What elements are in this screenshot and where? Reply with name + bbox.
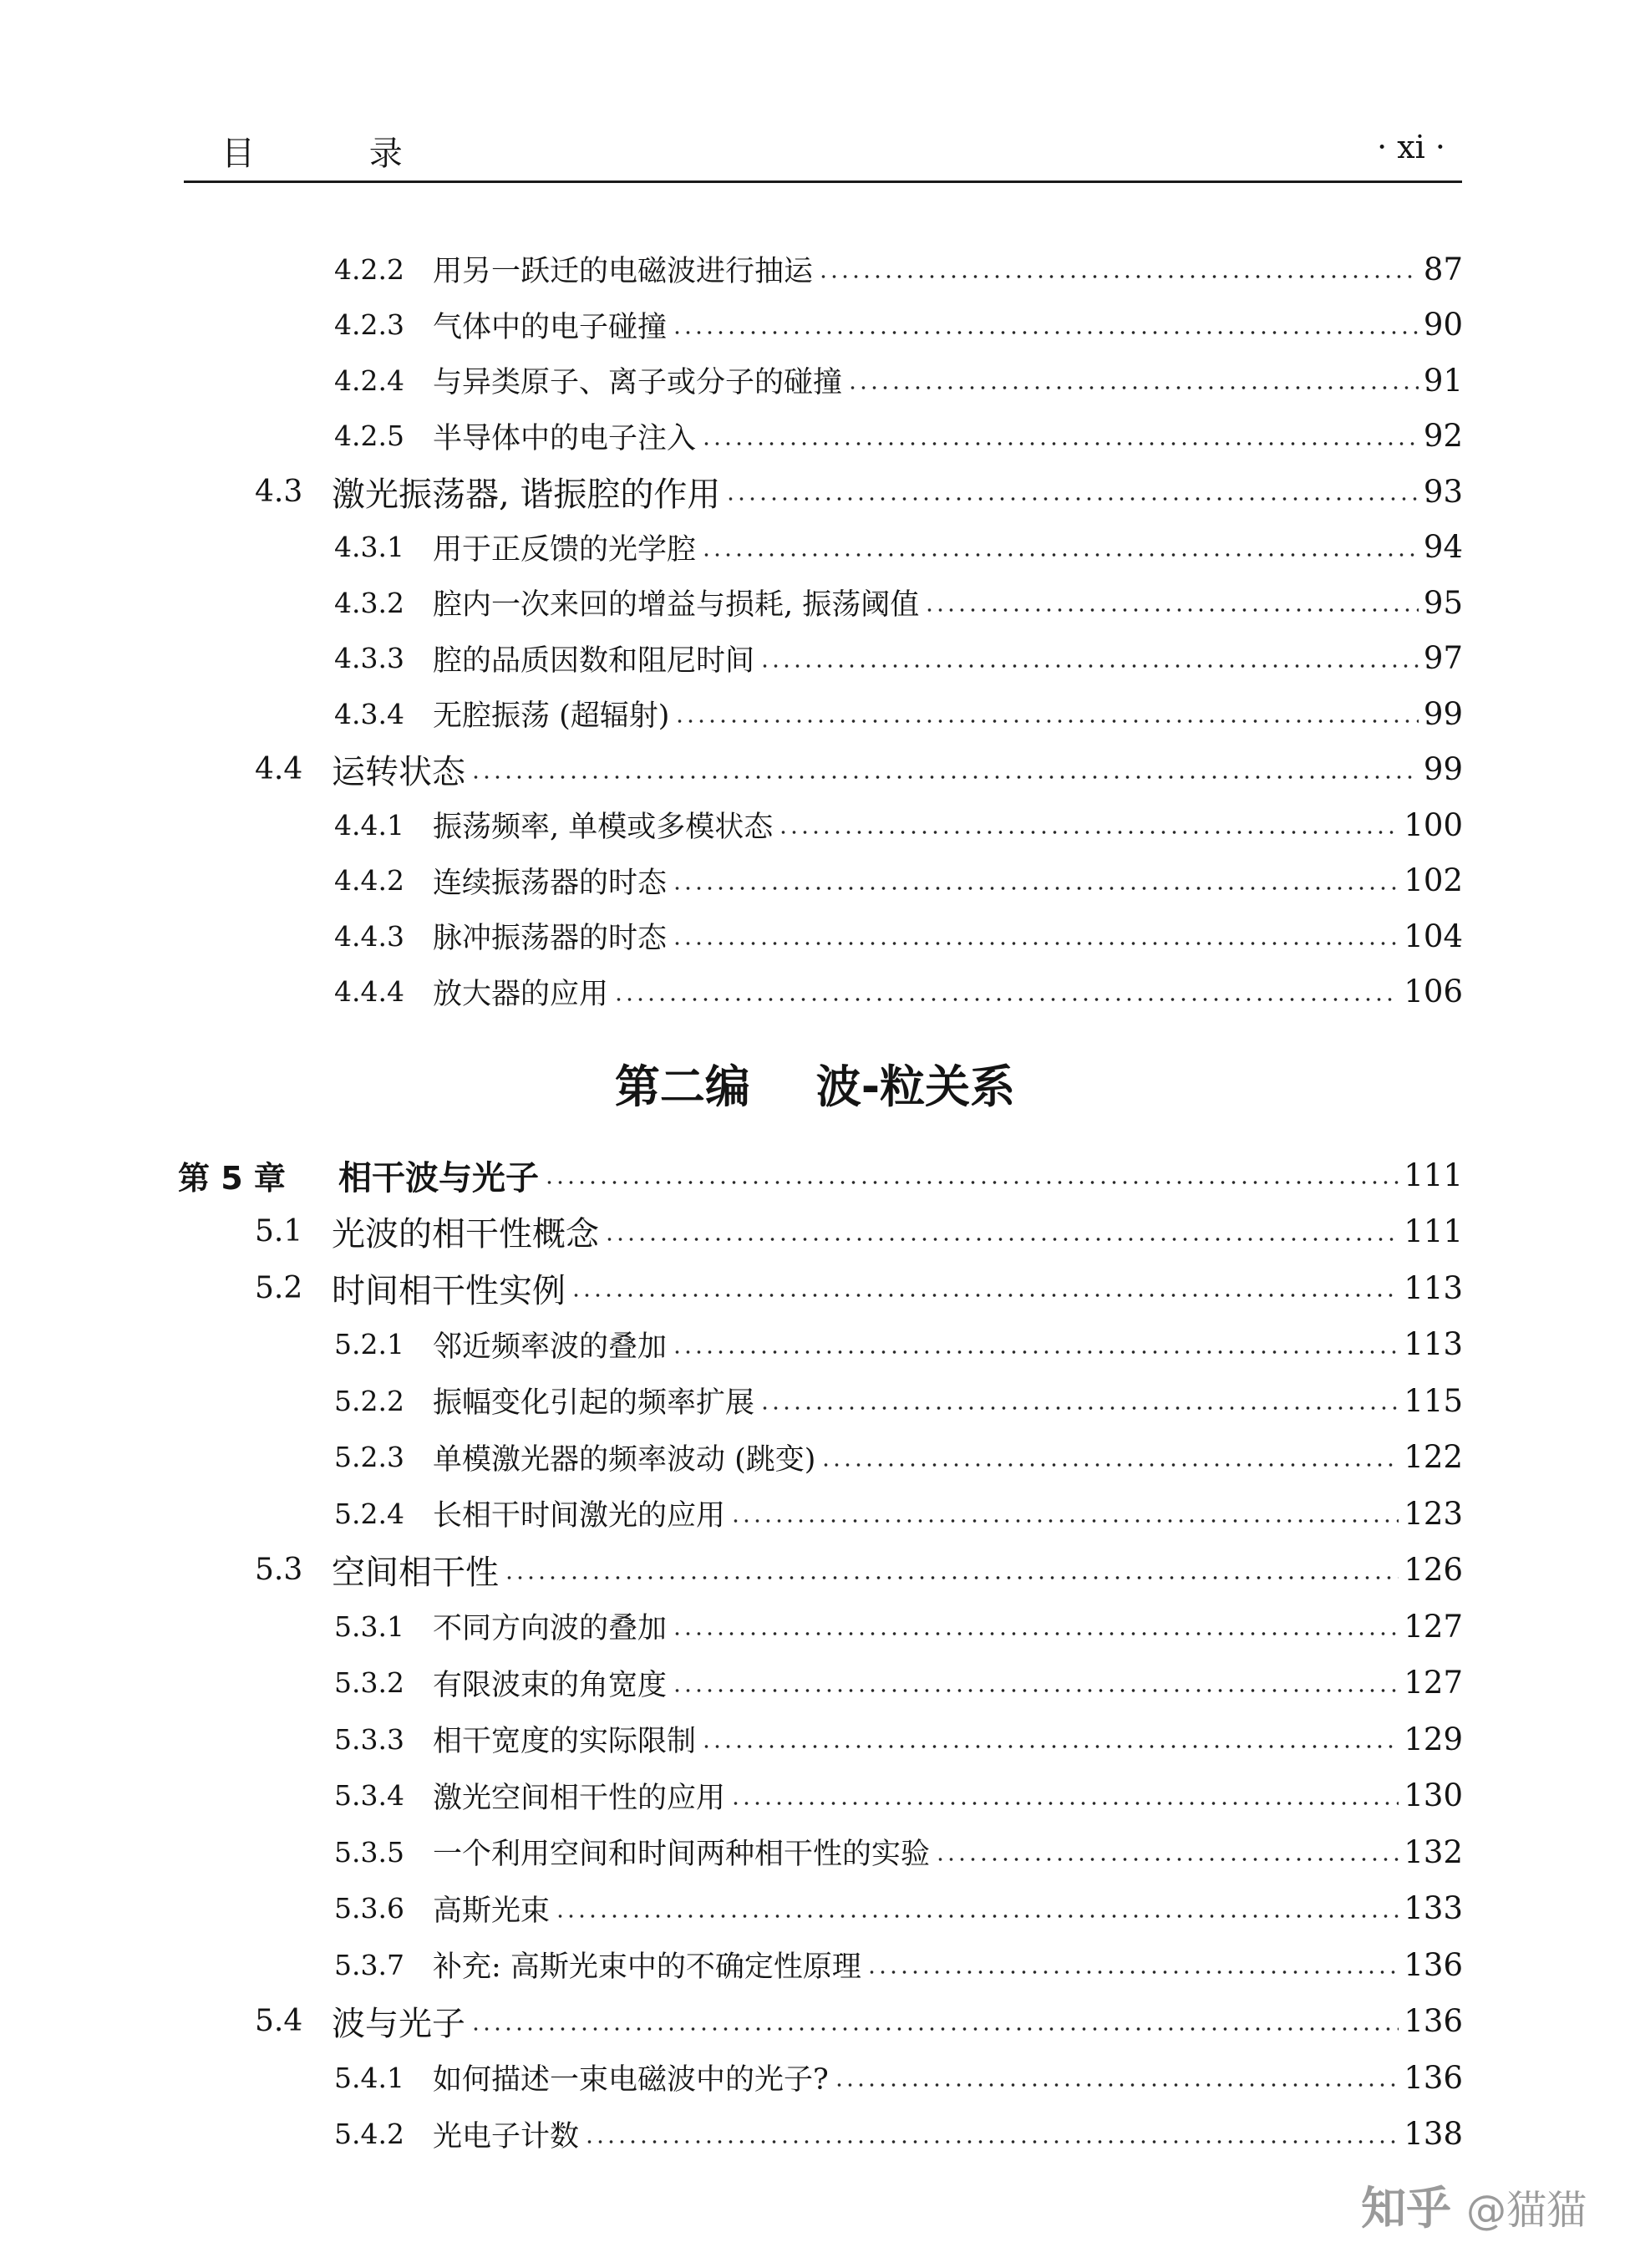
toc-entry-number: 5.3.2 <box>334 1666 404 1699</box>
toc-entry-number: 5.2.2 <box>334 1384 404 1417</box>
toc-entry-number: 4.3.2 <box>334 586 404 619</box>
toc-entry-number: 5.1 <box>255 1214 303 1248</box>
dot-leader <box>730 1802 1399 1805</box>
toc-entry-title: 用于正反馈的光学腔 <box>433 532 697 567</box>
toc-entry <box>334 1714 1463 1764</box>
toc-entry <box>255 1996 1463 2047</box>
header-page-number: · xi · <box>1377 129 1445 165</box>
toc-entry-number: 4.3.1 <box>334 531 404 563</box>
toc-entry <box>255 1545 1463 1595</box>
toc-entry-number: 4.4.2 <box>334 864 404 897</box>
toc-entry-number: 5.2 <box>255 1270 303 1305</box>
toc-entry-title: 长相干时间激光的应用 <box>433 1499 726 1533</box>
toc-entry-number: 5.3.5 <box>334 1835 404 1869</box>
dot-leader <box>504 1576 1399 1579</box>
toc-entry-number: 5.2.1 <box>334 1328 404 1360</box>
dot-leader <box>470 2027 1399 2031</box>
toc-entry-title: 气体中的电子碰撞 <box>433 310 668 344</box>
toc-entry <box>334 1432 1463 1482</box>
toc-entry-number: 4.4 <box>255 752 303 786</box>
toc-entry-page: 126 <box>1404 1552 1463 1588</box>
toc-entry-number: 4.2.2 <box>334 252 404 286</box>
toc-entry <box>334 355 1463 405</box>
toc-entry-title: 光波的相干性概念 <box>332 1215 599 1254</box>
toc-entry-page: 90 <box>1423 307 1463 343</box>
toc-entry-page: 113 <box>1404 1326 1463 1362</box>
toc-entry-title: 如何描述一束电磁波中的光子? <box>433 2063 829 2097</box>
toc-entry-page: 122 <box>1404 1439 1463 1475</box>
dot-leader <box>544 1181 1399 1184</box>
toc-entry <box>334 633 1463 684</box>
toc-entry-title: 振幅变化引起的频率扩展 <box>433 1386 755 1420</box>
dot-leader <box>759 664 1419 668</box>
dot-leader <box>818 275 1419 278</box>
toc-entry-title: 邻近频率波的叠加 <box>433 1330 668 1364</box>
dot-leader <box>847 386 1419 389</box>
toc-entry-number: 4.3 <box>255 474 303 509</box>
toc-entry <box>334 1771 1463 1821</box>
toc-entry-page: 92 <box>1423 418 1463 454</box>
toc-entry <box>334 1488 1463 1538</box>
toc-entry-title: 半导体中的电子注入 <box>433 421 697 455</box>
toc-entry-number: 5.3.4 <box>334 1779 404 1812</box>
toc-entry-page: 132 <box>1404 1833 1463 1870</box>
toc-entry-page: 94 <box>1423 529 1463 565</box>
toc-entry <box>255 1207 1463 1257</box>
toc-entry-number: 5.2.3 <box>334 1441 404 1473</box>
toc-entry-title: 无腔振荡 (超辐射) <box>433 699 670 733</box>
toc-entry-page: 136 <box>1404 1946 1463 1983</box>
toc-entry-title: 与异类原子、离子或分子的碰撞 <box>433 366 843 399</box>
header-rule <box>184 181 1462 183</box>
toc-entry <box>255 1263 1463 1313</box>
dot-leader <box>725 497 1418 501</box>
dot-leader <box>470 775 1419 779</box>
toc-entry <box>255 745 1463 795</box>
toc-entry-page: 87 <box>1423 251 1463 287</box>
toc-entry <box>255 466 1463 516</box>
toc-entry-title: 用另一跃迁的电磁波进行抽运 <box>433 255 814 288</box>
toc-entry-number: 4.2.3 <box>334 308 404 341</box>
toc-entry-title: 有限波束的角宽度 <box>433 1668 668 1702</box>
header-title: 目 录 <box>221 135 454 173</box>
dot-leader <box>924 608 1419 612</box>
toc-entry-number: 4.2.5 <box>334 420 404 452</box>
toc-entry <box>334 522 1463 572</box>
toc-entry <box>334 2109 1463 2159</box>
dot-leader <box>672 887 1399 890</box>
dot-leader <box>613 998 1399 1001</box>
toc-entry-number: 第 5 章 <box>178 1159 286 1197</box>
toc-entry-title: 激光空间相干性的应用 <box>433 1781 726 1815</box>
toc-entry-title: 补充: 高斯光束中的不确定性原理 <box>433 1950 861 1984</box>
toc-entry-number: 5.2.4 <box>334 1497 404 1530</box>
toc-entry-number: 4.2.4 <box>334 364 404 397</box>
toc-entry <box>334 411 1463 461</box>
dot-leader <box>701 1745 1399 1748</box>
dot-leader <box>584 2140 1399 2143</box>
toc-entry-page: 111 <box>1404 1213 1463 1249</box>
toc-entry-title: 光电子计数 <box>433 2119 580 2154</box>
toc-entry-title: 腔内一次来回的增益与损耗, 振荡阈值 <box>433 588 920 622</box>
toc-entry-title: 运转状态 <box>332 753 465 791</box>
toc-entry-page: 102 <box>1404 862 1463 898</box>
zhihu-watermark <box>1361 2173 1587 2237</box>
toc-entry-page: 113 <box>1404 1269 1463 1306</box>
dot-leader <box>730 1519 1399 1523</box>
toc-entry <box>334 1601 1463 1651</box>
page-header <box>184 117 1462 184</box>
toc-entry-page: 99 <box>1423 695 1463 732</box>
dot-leader <box>701 553 1419 557</box>
toc-entry-page: 91 <box>1423 362 1463 399</box>
toc-entry-number: 5.3.3 <box>334 1722 404 1756</box>
toc-entry-page: 115 <box>1404 1382 1463 1419</box>
toc-entry-number: 5.4 <box>255 2004 303 2038</box>
toc-entry <box>334 689 1463 739</box>
toc-entry-number: 4.3.3 <box>334 642 404 674</box>
toc-entry-page: 111 <box>1404 1157 1463 1193</box>
toc-entry-page: 130 <box>1404 1777 1463 1813</box>
toc-entry <box>334 967 1463 1017</box>
toc-entry-title: 空间相干性 <box>332 1554 499 1592</box>
watermark-handle: @猫猫 <box>1465 2187 1587 2234</box>
toc-entry-number: 5.3.6 <box>334 1892 404 1925</box>
toc-entry <box>334 1658 1463 1708</box>
dot-leader <box>834 2083 1399 2087</box>
dot-leader <box>672 1689 1399 1692</box>
toc-entry <box>334 244 1463 294</box>
toc-entry-page: 93 <box>1423 473 1463 510</box>
toc-entry-number: 5.3.7 <box>334 1948 404 1981</box>
toc-entry-page: 95 <box>1423 584 1463 621</box>
part-heading: 第二编 波-粒关系 <box>614 1060 1016 1113</box>
dot-leader <box>820 1463 1399 1467</box>
dot-leader <box>935 1858 1399 1861</box>
toc-entry-title: 放大器的应用 <box>433 977 609 1011</box>
toc-entry-page: 97 <box>1423 640 1463 676</box>
toc-entry <box>334 1320 1463 1370</box>
toc-entry <box>334 2052 1463 2103</box>
toc-entry <box>334 577 1463 628</box>
dot-leader <box>555 1915 1399 1918</box>
toc-entry-page: 129 <box>1404 1721 1463 1757</box>
toc-entry-page: 138 <box>1404 2116 1463 2152</box>
watermark-logo: 知乎 <box>1360 2182 1451 2235</box>
dot-leader <box>674 720 1418 723</box>
toc-entry <box>334 1827 1463 1877</box>
toc-entry-number: 4.4.3 <box>334 919 404 953</box>
dot-leader <box>604 1238 1399 1241</box>
toc-entry <box>334 1940 1463 1990</box>
toc-entry-title: 连续振荡器的时态 <box>433 866 668 900</box>
dot-leader <box>672 331 1419 334</box>
dot-leader <box>571 1294 1399 1297</box>
toc-entry-title: 单模激光器的频率波动 (跳变) <box>433 1442 816 1477</box>
toc-entry-title: 脉冲振荡器的时态 <box>433 922 668 955</box>
toc-entry <box>334 1884 1463 1934</box>
toc-entry-title: 相干波与光子 <box>338 1158 539 1198</box>
dot-leader <box>701 442 1419 445</box>
toc-entry <box>334 800 1463 850</box>
dot-leader <box>759 1406 1399 1410</box>
dot-leader <box>778 831 1399 834</box>
toc-entry-title: 时间相干性实例 <box>332 1271 566 1310</box>
toc-entry <box>334 911 1463 961</box>
toc-entry-title: 一个利用空间和时间两种相干性的实验 <box>433 1838 931 1871</box>
toc-entry-title: 高斯光束 <box>433 1894 551 1928</box>
toc-entry-title: 不同方向波的叠加 <box>433 1612 668 1645</box>
toc-entry-page: 127 <box>1404 1665 1463 1701</box>
toc-entry-page: 100 <box>1404 806 1463 843</box>
toc-entry-number: 5.3 <box>255 1553 303 1587</box>
dot-leader <box>672 1632 1399 1635</box>
toc-entry-page: 136 <box>1404 2059 1463 2096</box>
dot-leader <box>672 942 1399 945</box>
toc-entry-title: 振荡频率, 单模或多模状态 <box>433 811 774 844</box>
toc-entry-number: 4.3.4 <box>334 697 404 730</box>
toc-entry-number: 5.4.2 <box>334 2118 404 2150</box>
toc-entry-number: 4.4.4 <box>334 975 404 1008</box>
toc-entry-title: 波与光子 <box>332 2005 465 2043</box>
toc-entry-page: 104 <box>1404 918 1463 954</box>
toc-entry-title: 激光振荡器, 谐振腔的作用 <box>332 475 721 514</box>
toc-entry <box>334 300 1463 350</box>
toc-entry-page: 106 <box>1404 974 1463 1009</box>
toc-entry-page: 127 <box>1404 1608 1463 1645</box>
toc-entry-title: 腔的品质因数和阻尼时间 <box>433 643 755 678</box>
dot-leader <box>866 1971 1399 1974</box>
toc-entry <box>334 1376 1463 1426</box>
toc-entry-page: 99 <box>1423 751 1463 787</box>
toc-entry-number: 4.4.1 <box>334 808 404 842</box>
toc-entry-number: 5.3.1 <box>334 1609 404 1643</box>
toc-entry-title: 相干宽度的实际限制 <box>433 1725 697 1758</box>
toc-entry <box>178 1150 1463 1200</box>
toc-entry-page: 123 <box>1404 1495 1463 1532</box>
dot-leader <box>672 1350 1399 1354</box>
toc-entry-number: 5.4.1 <box>334 2061 404 2094</box>
toc-entry-page: 136 <box>1404 2003 1463 2039</box>
toc-entry-page: 133 <box>1404 1890 1463 1926</box>
toc-entry <box>334 856 1463 906</box>
